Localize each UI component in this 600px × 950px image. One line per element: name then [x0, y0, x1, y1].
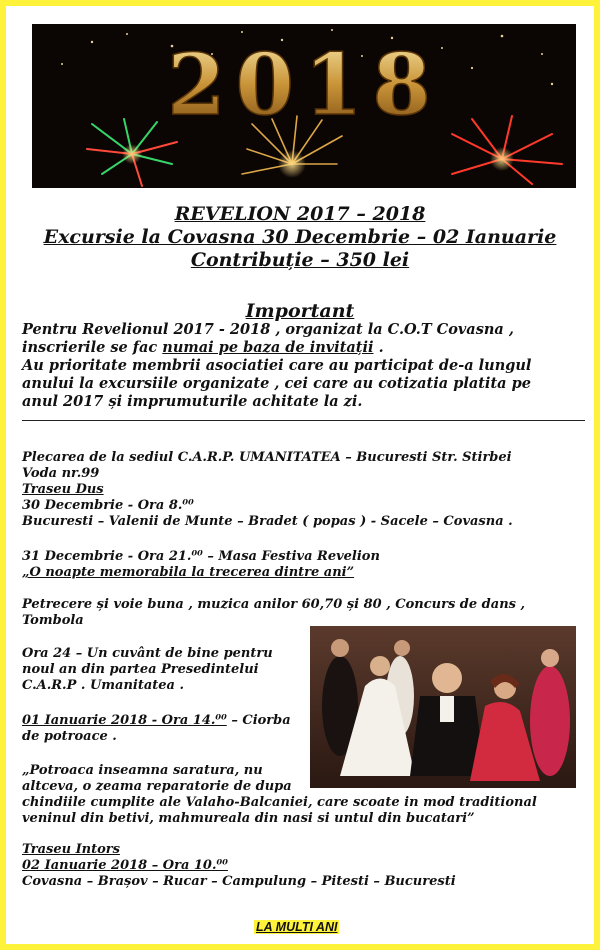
dec31-block: [22, 549, 582, 581]
title-line-2: Excursie la Covasna 30 Decembrie – 02 Ianuarie: [43, 226, 557, 248]
midnight-block: [22, 646, 302, 694]
midnight-line-2: noul an din partea Presedintelui: [22, 662, 259, 677]
invite-text: inscrierile se fac: [22, 339, 163, 356]
quote-block: [22, 763, 582, 827]
jan1-rest: – Ciorba: [226, 713, 291, 728]
invite-end: .: [373, 339, 384, 356]
fireworks-banner: [32, 24, 576, 188]
midnight-line-1: Ora 24 – Un cuvânt de bine pentru: [22, 646, 273, 661]
departure-block: [22, 450, 582, 530]
important-line-2: [22, 339, 582, 357]
jan1-line-1: [22, 713, 306, 729]
invite-underlined: numai pe baza de invitații: [162, 339, 374, 356]
jan1-block: [22, 713, 306, 745]
dec31-line-1: 31 Decembrie - Ora 21.⁰⁰ – Masa Festiva Revelion: [22, 549, 380, 564]
return-date: 02 Ianuarie 2018 – Ora 10.⁰⁰: [22, 858, 228, 873]
party-line-2: Tombola: [22, 613, 84, 628]
important-line-4: anului la excursiile organizate , cei care au cotizatia platita pe: [22, 375, 531, 392]
title-line-1: REVELION 2017 – 2018: [174, 203, 426, 225]
fireworks-image: [32, 24, 576, 188]
midnight-line-3: C.A.R.P . Umanitatea .: [22, 678, 185, 693]
divider: [22, 420, 585, 421]
quote-line-3: chindiile cumplite ale Valaho-Balcaniei, care scoate in mod traditional: [22, 795, 537, 810]
departure-route: Bucuresti – Valenii de Munte – Bradet ( popas ) - Sacele – Covasna .: [22, 514, 513, 529]
quote-line-2: altceva, o zeama reparatorie de dupa: [22, 779, 292, 794]
important-line-3: Au prioritate membrii asociatiei care au participat de-a lungul: [22, 357, 532, 374]
important-line-5: anul 2017 și imprumuturile achitate la zi.: [22, 393, 363, 410]
quote-line-4: veninul din betivi, mahmureala din nasi si untul din bucatari”: [22, 811, 475, 826]
return-heading: Traseu Intors: [22, 842, 120, 857]
quote-line-1: „Potroaca inseamna saratura, nu: [22, 763, 263, 778]
title-line-3: Contribuție – 350 lei: [190, 249, 410, 271]
return-route: Covasna – Brașov – Rucar – Campulung – Pitesti – Bucuresti: [22, 874, 456, 889]
footer-greeting: LA MULTI ANI: [256, 920, 338, 934]
jan1-line-2: de potroace .: [22, 729, 117, 744]
dec31-line-2: „O noapte memorabila la trecerea dintre ani”: [22, 565, 355, 580]
banner-year: 2018: [167, 35, 441, 134]
route-out-heading: Traseu Dus: [22, 482, 104, 497]
departure-line-1: Plecarea de la sediul C.A.R.P. UMANITATEA – Bucuresti Str. Stirbei: [22, 450, 512, 465]
return-block: [22, 842, 582, 890]
departure-line-2: Voda nr.99: [22, 466, 100, 481]
party-line-1: Petrecere și voie buna , muzica anilor 60,70 și 80 , Concurs de dans ,: [22, 597, 526, 612]
jan1-date: 01 Ianuarie 2018 - Ora 14.⁰⁰: [22, 713, 227, 728]
important-line-1: Pentru Revelionul 2017 - 2018 , organizat la C.O.T Covasna ,: [22, 321, 514, 338]
important-text: [22, 321, 582, 411]
important-heading: Important: [245, 300, 355, 322]
party-block: [22, 597, 582, 629]
departure-date: 30 Decembrie - Ora 8.⁰⁰: [22, 498, 194, 513]
